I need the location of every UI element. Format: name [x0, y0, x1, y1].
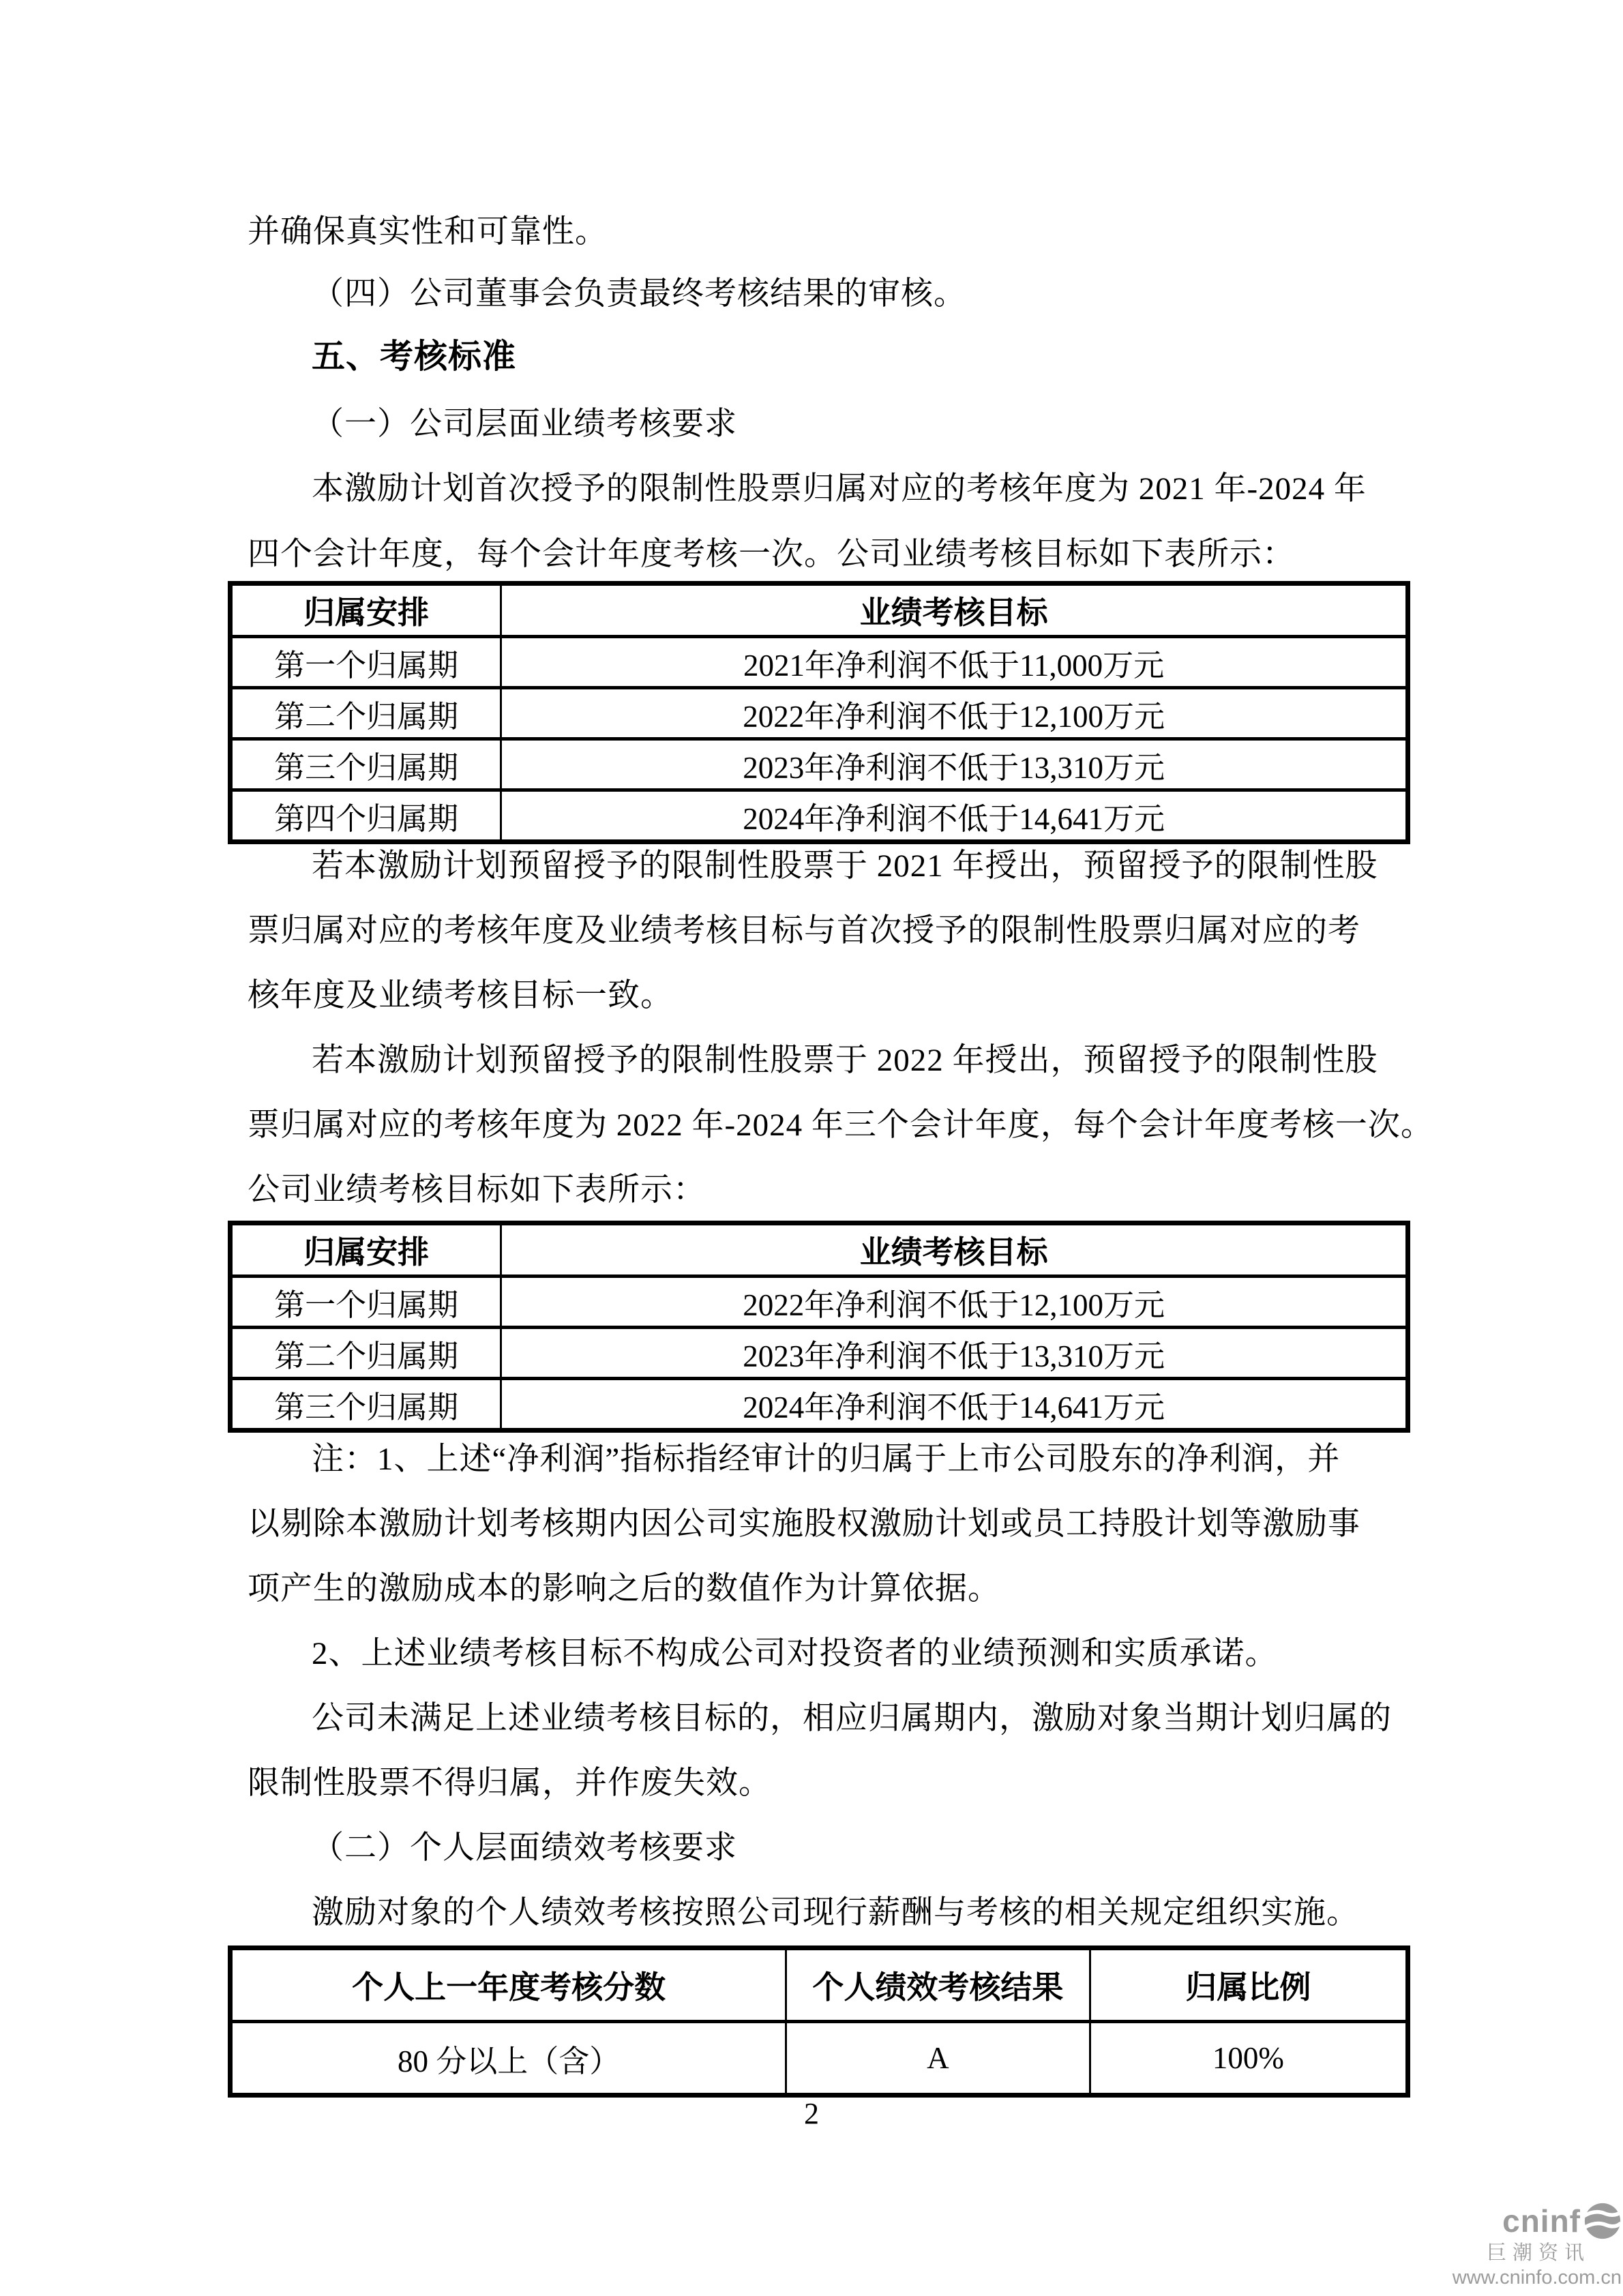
subsection-heading-company-level: （一）公司层面业绩考核要求 [312, 406, 737, 442]
paragraph-reserved-2021-line-1: 若本激励计划预留授予的限制性股票于 2021 年授出，预留授予的限制性股 [312, 848, 1378, 884]
table-row [230, 790, 1408, 842]
table-row [230, 1379, 1408, 1431]
note-1-line-2: 以剔除本激励计划考核期内因公司实施股权激励计划或员工持股计划等激励事 [248, 1506, 1360, 1542]
table-row [230, 637, 1408, 688]
paragraph-forfeit-line-2: 限制性股票不得归属，并作废失效。 [248, 1765, 771, 1801]
vesting-period-cell: 第三个归属期 [230, 739, 501, 790]
section-heading-assessment-standards: 五、考核标准 [312, 338, 517, 375]
vesting-period-cell: 第二个归属期 [230, 1328, 501, 1379]
result-grade-cell: A [786, 2022, 1090, 2096]
column-header-vesting-arrangement: 归属安排 [230, 1223, 501, 1277]
vesting-ratio-cell: 100% [1090, 2022, 1408, 2096]
paragraph-reserved-2021-line-3: 核年度及业绩考核目标一致。 [248, 978, 673, 1013]
table-row [230, 1328, 1408, 1379]
vesting-period-cell: 第四个归属期 [230, 790, 501, 842]
cninfo-logo [1451, 2201, 1622, 2290]
cninfo-url: www.cninfo.com.cn [1452, 2267, 1622, 2288]
performance-target-cell: 2022年净利润不低于12,100万元 [501, 1277, 1408, 1328]
column-header-performance-target: 业绩考核目标 [501, 584, 1408, 637]
cninfo-brand-text: cninf [1502, 2203, 1581, 2239]
paragraph-reserved-2022-line-2: 票归属对应的考核年度为 2022 年-2024 年三个会计年度，每个会计年度考核一次。 [248, 1107, 1433, 1143]
vesting-period-cell: 第二个归属期 [230, 688, 501, 739]
vesting-table-reserved-grant [228, 1221, 1410, 1433]
paragraph-reserved-2022-line-3: 公司业绩考核目标如下表所示： [248, 1172, 706, 1208]
table-header-row [230, 1948, 1408, 2022]
list-item-four: （四）公司董事会负责最终考核结果的审核。 [312, 276, 966, 312]
subsection-heading-personal-level: （二）个人层面绩效考核要求 [312, 1830, 737, 1866]
paragraph-reserved-2022-line-1: 若本激励计划预留授予的限制性股票于 2022 年授出，预留授予的限制性股 [312, 1043, 1378, 1078]
column-header-assessment-result: 个人绩效考核结果 [786, 1948, 1090, 2022]
paragraph-reserved-2021-line-2: 票归属对应的考核年度及业绩考核目标与首次授予的限制性股票归属对应的考 [248, 913, 1360, 949]
note-1-line-3: 项产生的激励成本的影响之后的数值作为计算依据。 [248, 1571, 1000, 1607]
performance-target-cell: 2023年净利润不低于13,310万元 [501, 739, 1408, 790]
performance-target-cell: 2024年净利润不低于14,641万元 [501, 1379, 1408, 1431]
note-2-line: 2、上述业绩考核目标不构成公司对投资者的业绩预测和实质承诺。 [312, 1636, 1278, 1671]
table-row [230, 688, 1408, 739]
table-header-row [230, 584, 1408, 637]
paragraph-first-grant-line-1: 本激励计划首次授予的限制性股票归属对应的考核年度为 2021 年-2024 年 [312, 471, 1367, 507]
page-number: 2 [804, 2097, 819, 2130]
vesting-period-cell: 第一个归属期 [230, 1277, 501, 1328]
cninfo-name-chinese: 巨潮资讯 [1486, 2242, 1590, 2264]
column-header-performance-target: 业绩考核目标 [501, 1223, 1408, 1277]
personal-assessment-table [228, 1945, 1410, 2098]
paragraph-first-grant-line-2: 四个会计年度，每个会计年度考核一次。公司业绩考核目标如下表所示： [248, 537, 1295, 572]
performance-target-cell: 2024年净利润不低于14,641万元 [501, 790, 1408, 842]
note-1-line-1: 注：1、上述“净利润”指标指经审计的归属于上市公司股东的净利润，并 [312, 1442, 1341, 1477]
vesting-period-cell: 第三个归属期 [230, 1379, 501, 1431]
paragraph-personal-assessment: 激励对象的个人绩效考核按照公司现行薪酬与考核的相关规定组织实施。 [312, 1895, 1359, 1930]
column-header-vesting-ratio: 归属比例 [1090, 1948, 1408, 2022]
paragraph-forfeit-line-1: 公司未满足上述业绩考核目标的，相应归属期内，激励对象当期计划归属的 [312, 1701, 1392, 1736]
vesting-period-cell: 第一个归属期 [230, 637, 501, 688]
cninfo-brand-row [1451, 2201, 1622, 2241]
column-header-personal-score: 个人上一年度考核分数 [230, 1948, 786, 2022]
body-line-continuation: 并确保真实性和可靠性。 [248, 214, 608, 250]
performance-target-cell: 2022年净利润不低于12,100万元 [501, 688, 1408, 739]
vesting-table-first-grant [228, 581, 1410, 844]
score-range-cell: 80 分以上（含） [230, 2022, 786, 2096]
performance-target-cell: 2021年净利润不低于11,000万元 [501, 637, 1408, 688]
performance-target-cell: 2023年净利润不低于13,310万元 [501, 1328, 1408, 1379]
column-header-vesting-arrangement: 归属安排 [230, 584, 501, 637]
globe-icon [1583, 2202, 1622, 2240]
table-header-row [230, 1223, 1408, 1277]
table-row [230, 1277, 1408, 1328]
table-row [230, 2022, 1408, 2096]
table-row [230, 739, 1408, 790]
